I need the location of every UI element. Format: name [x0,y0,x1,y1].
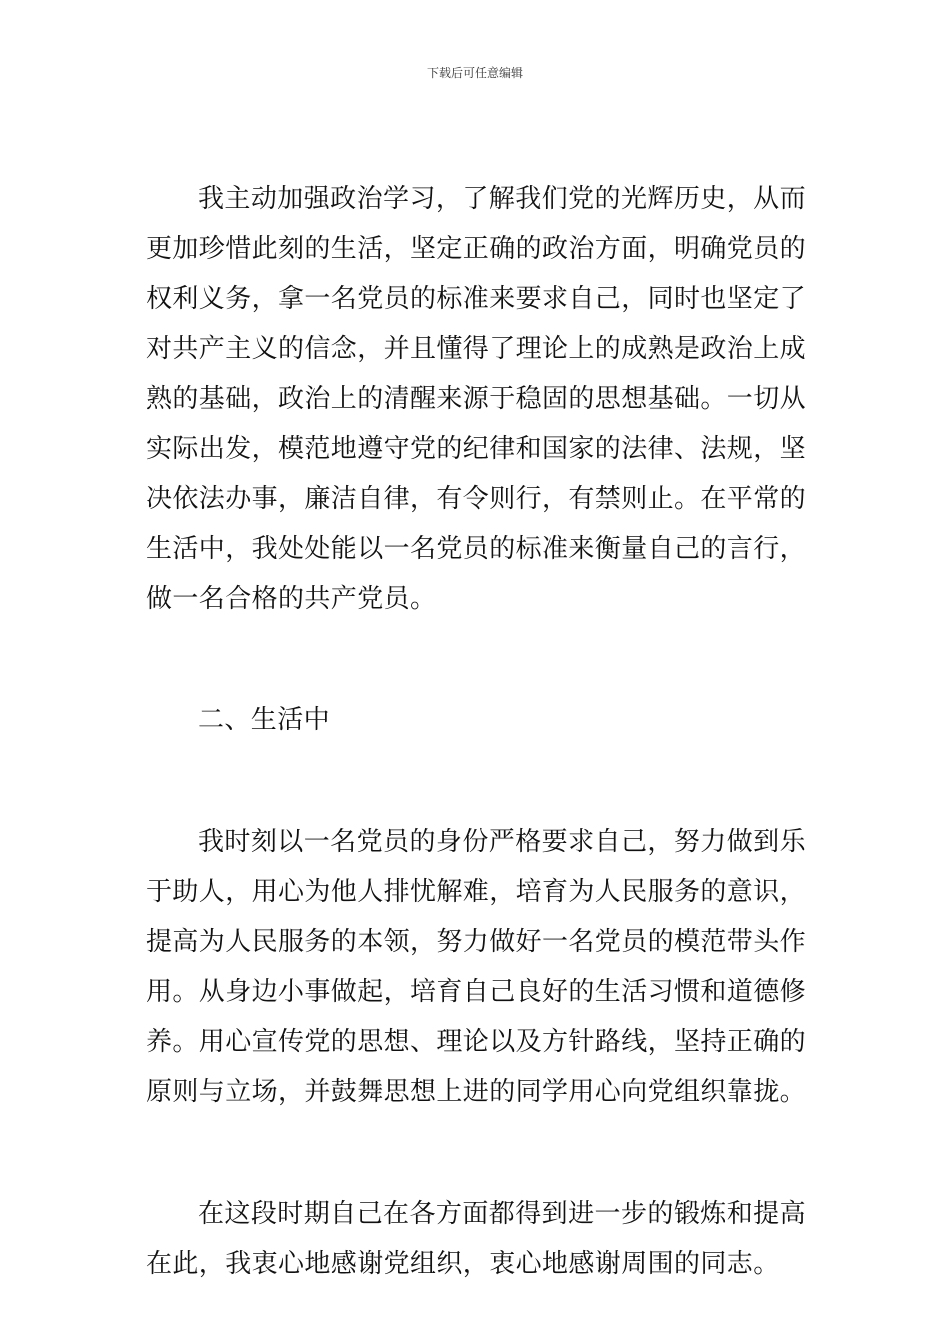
document-body [146,174,806,1289]
paragraph-daily-life: 我时刻以一名党员的身份严格要求自己，努力做到乐于助人，用心为他人排忧解难，培育为人民服务的意识，提高为人民服务的本领，努力做好一名党员的模范带头作用。从身边小事做起，培育自己良好的生活习惯和道德修养。用心宣传党的思想、理论以及方针路线，坚持正确的原则与立场，并鼓舞思想上进的同学用心向党组织靠拢。 [146,827,807,1107]
page-header: 下载后可任意编辑 [426,66,523,80]
paragraph-political-study: 我主动加强政治学习，了解我们党的光辉历史，从而更加珍惜此刻的生活，坚定正确的政治方面，明确党员的权利义务，拿一名党员的标准来要求自己，同时也坚定了对共产主义的信念，并且懂得了理论上的成熟是政治上成熟的基础，政治上的清醒来源于稳固的思想基础。一切从实际出发，模范地遵守党的纪律和国家的法律、法规，坚决依法办事，廉洁自律，有令则行，有禁则止。在平常的生活中，我处处能以一名党员的标准来衡量自己的言行，做一名合格的共产党员。 [146,184,807,614]
section-heading-life: 二、生活中 [198,705,331,735]
paragraph-closing-thanks: 在这段时期自己在各方面都得到进一步的锻炼和提高在此，我衷心地感谢党组织，衷心地感谢周围的同志。 [146,1199,806,1279]
